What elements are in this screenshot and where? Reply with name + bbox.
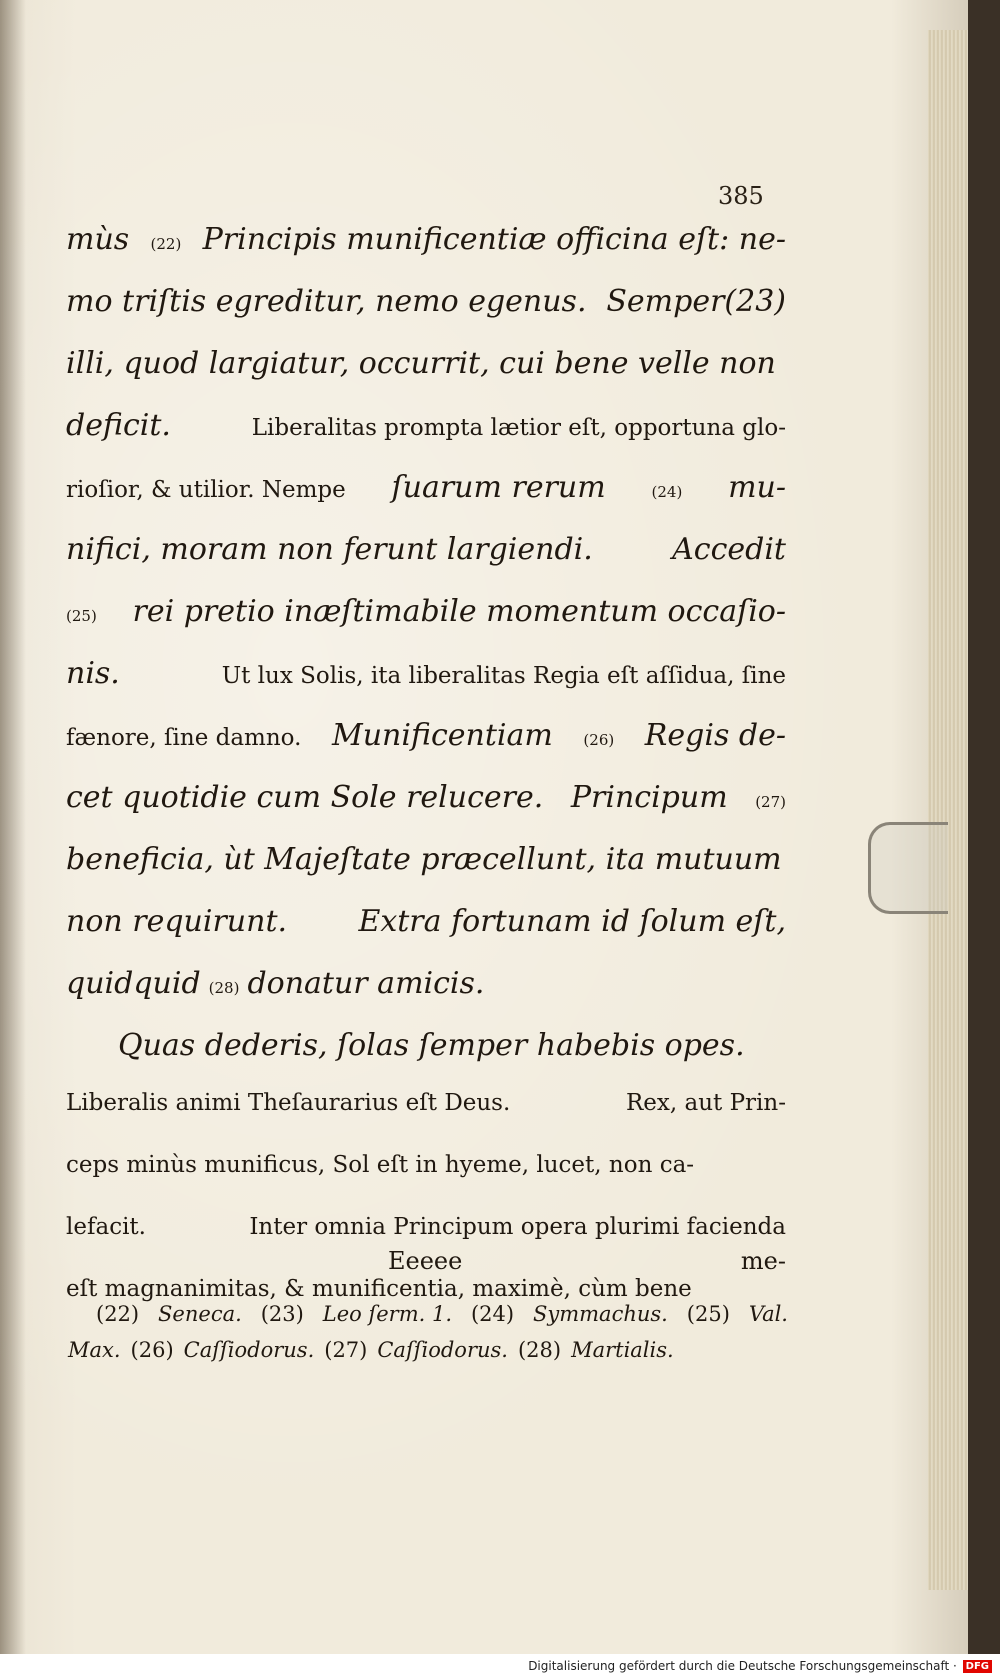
text-fragment: Semper(23) <box>606 284 786 319</box>
text-fragment: deficit. <box>66 408 171 443</box>
footnote-fragment: (25) <box>686 1302 730 1326</box>
text-fragment: cet quotidie cum Sole relucere. <box>66 780 544 815</box>
text-fragment: (27) <box>755 793 786 811</box>
footer-credit <box>528 1659 992 1673</box>
text-fragment: Liberalitas prompta lætior eſt, opportuna glo- <box>251 415 786 441</box>
text-fragment: Extra fortunam id ſolum eſt, <box>358 904 786 939</box>
signature-mark: Eeeee <box>388 1247 463 1275</box>
text-line <box>66 346 786 408</box>
dfg-logo-icon: DFG <box>963 1660 992 1673</box>
footer-credit-text: Digitalisierung gefördert durch die Deutsche Forschungsgemeinschaft · <box>528 1659 957 1673</box>
text-line <box>66 656 786 718</box>
footnote-fragment: Seneca. <box>158 1302 242 1326</box>
text-fragment: fænore, ſine damno. <box>66 725 302 751</box>
text-fragment: Ut lux Solis, ita liberalitas Regia eſt aſſidua, ſine <box>221 663 786 689</box>
text-fragment: lefacit. <box>66 1214 146 1240</box>
text-line <box>66 780 786 842</box>
footnote-fragment: (24) <box>470 1302 515 1326</box>
text-line <box>66 904 786 966</box>
text-line <box>66 222 786 284</box>
text-fragment: (24) <box>651 483 683 501</box>
text-fragment: mùs <box>66 222 130 257</box>
text-fragment: Principum <box>570 780 728 815</box>
text-fragment: rioſior, & utilior. Nempe <box>66 477 346 503</box>
catch-row <box>66 1247 786 1287</box>
text-fragment: Inter omnia Principum opera plurimi facienda <box>249 1214 786 1240</box>
text-fragment: Accedit <box>672 532 786 567</box>
text-line <box>66 966 786 1028</box>
main-text <box>66 222 786 1338</box>
text-fragment: illi, quod largiatur, occurrit, cui bene velle non <box>66 346 776 381</box>
page-edges <box>928 30 968 1590</box>
text-fragment: mo triſtis egreditur, nemo egenus. <box>66 284 587 319</box>
page-number: 385 <box>718 182 764 210</box>
text-fragment: nis. <box>66 656 120 691</box>
footnote-fragment: (22) <box>96 1302 140 1326</box>
footnote-fragment: Martialis. <box>571 1338 674 1362</box>
footnote-fragment: Caſſiodorus. <box>183 1338 315 1362</box>
text-line <box>66 1152 786 1214</box>
text-fragment: (25) <box>66 607 97 625</box>
footnote-line <box>96 1302 788 1338</box>
text-fragment: (28) <box>208 979 240 997</box>
footnote-fragment: (23) <box>260 1302 304 1326</box>
footnote-fragment: Max. <box>68 1338 121 1362</box>
text-fragment: non requirunt. <box>66 904 288 939</box>
footnote-line <box>68 1338 788 1374</box>
text-line <box>66 842 786 904</box>
page-clip-icon <box>868 822 948 914</box>
footnote-fragment: (26) <box>130 1338 174 1362</box>
text-line <box>66 1090 786 1152</box>
footnote-fragment: (28) <box>517 1338 562 1362</box>
text-fragment: (26) <box>583 731 615 749</box>
text-fragment: ſuarum rerum <box>391 470 606 505</box>
text-fragment: mu- <box>728 470 786 505</box>
text-fragment: Rex, aut Prin- <box>625 1090 786 1116</box>
text-line <box>66 284 786 346</box>
footnotes <box>68 1302 788 1374</box>
text-fragment: quidquid <box>66 966 201 1001</box>
text-fragment: rei pretio inæſtimabile momentum occaſio- <box>132 594 786 629</box>
text-line <box>66 718 786 780</box>
text-line <box>66 594 786 656</box>
text-fragment: (22) <box>150 235 182 253</box>
text-fragment: Liberalis animi Theſaurarius eſt Deus. <box>66 1090 511 1116</box>
text-fragment: nifici, moram non ferunt largiendi. <box>66 532 593 567</box>
footnote-fragment: Symmachus. <box>532 1302 668 1326</box>
footnote-fragment: Val. <box>748 1302 788 1326</box>
text-fragment: Quas dederis, ſolas ſemper habebis opes. <box>118 1028 745 1063</box>
text-line <box>66 408 786 470</box>
text-line <box>66 470 786 532</box>
spine-shadow <box>0 0 26 1676</box>
text-fragment: donatur amicis. <box>247 966 485 1001</box>
text-fragment: ceps minùs munificus, Sol eſt in hyeme, lucet, non ca- <box>66 1152 695 1178</box>
text-fragment: Regis de- <box>644 718 786 753</box>
text-fragment: Munificentiam <box>332 718 553 753</box>
catchword: me- <box>740 1247 786 1275</box>
footer-bar <box>0 1654 1000 1676</box>
text-line <box>66 532 786 594</box>
footnote-fragment: Leo ſerm. 1. <box>322 1302 452 1326</box>
footnote-fragment: Caſſiodorus. <box>377 1338 508 1362</box>
text-fragment: Principis munificentiæ officina eſt: ne- <box>202 222 786 257</box>
text-fragment: eſt magnanimitas, & munificentia, maximè, cùm bene <box>66 1276 692 1302</box>
footnote-fragment: (27) <box>324 1338 368 1362</box>
text-fragment: beneficia, ùt Majeſtate præcellunt, ita mutuum <box>66 842 782 877</box>
text-line <box>66 1028 786 1090</box>
